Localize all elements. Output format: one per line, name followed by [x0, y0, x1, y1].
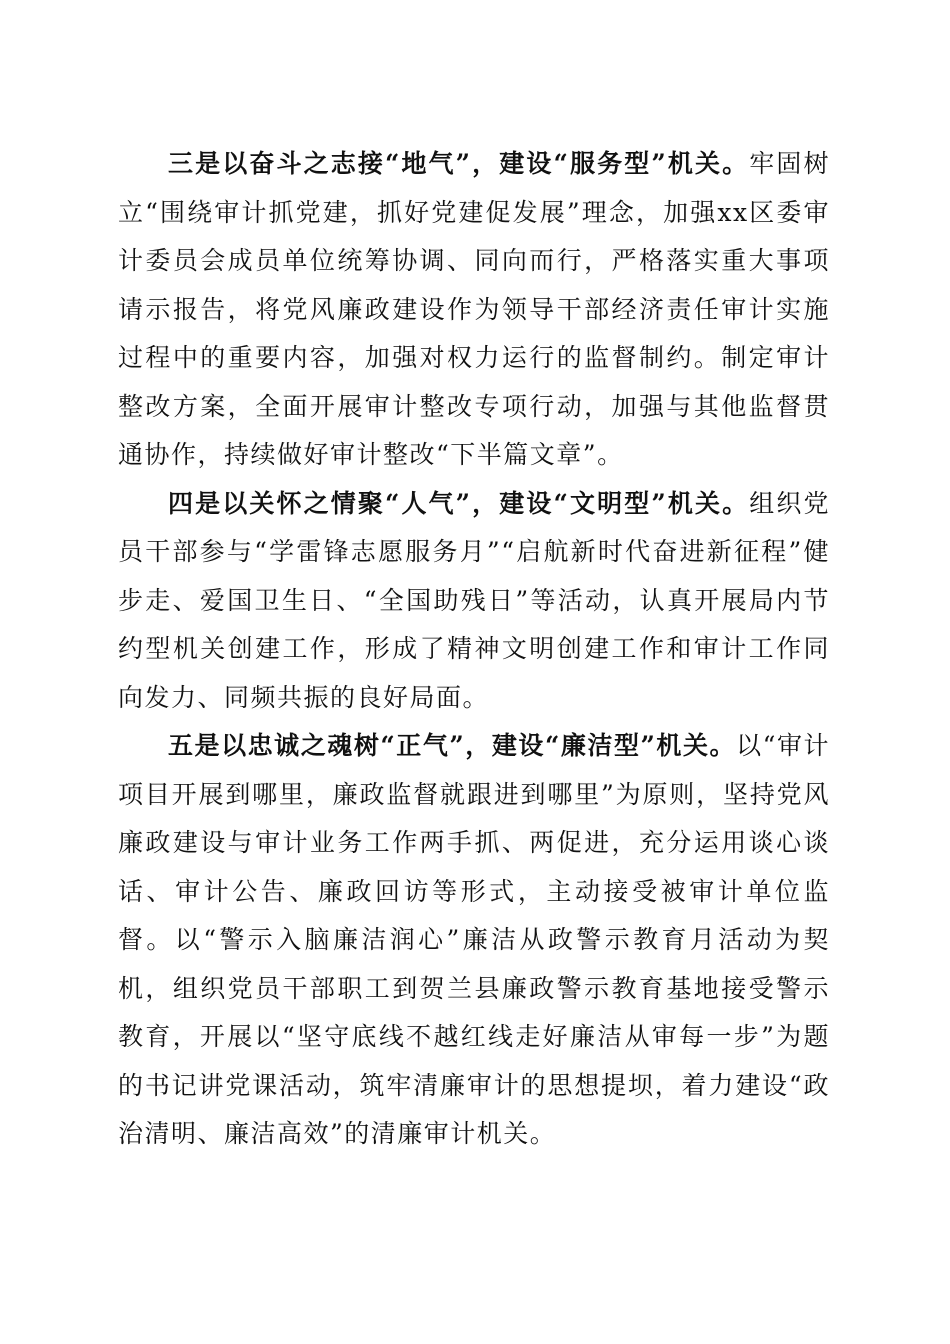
paragraph-text: 牢固树立“围绕审计抓党建，抓好党建促发展”理念，加强xx区委审计委员会成员单位统筹协调、同向而行，严格落实重大事项请示报告，将党风廉政建设作为领导干部经济责任审计实施过程中的重要内容，加强对权力运行的监督制约。制定审计整改方案，全面开展审计整改专项行动，加强与其他监督贯通协作，持续做好审计整改“下半篇文章”。: [118, 149, 830, 469]
paragraph-4: [118, 480, 830, 723]
paragraph-text: 组织党员干部参与“学雷锋志愿服务月”“启航新时代奋进新征程”健步走、爱国卫生日、“全国助残日”等活动，认真开展局内节约型机关创建工作，形成了精神文明创建工作和审计工作同向发力、同频共振的良好局面。: [118, 488, 830, 712]
paragraph-5: [118, 722, 830, 1159]
paragraph-lead: 三是以奋斗之志接“地气”，建设“服务型”机关。: [168, 149, 750, 178]
paragraph-3: [118, 140, 830, 480]
paragraph-lead: 五是以忠诚之魂树“正气”，建设“廉洁型”机关。: [168, 731, 737, 760]
document-body: [118, 140, 830, 1159]
paragraph-lead: 四是以关怀之情聚“人气”，建设“文明型”机关。: [168, 488, 750, 518]
paragraph-text: 以“审计项目开展到哪里，廉政监督就跟进到哪里”为原则，坚持党风廉政建设与审计业务工作两手抓、两促进，充分运用谈心谈话、审计公告、廉政回访等形式，主动接受被审计单位监督。以“警示入脑廉洁润心”廉洁从政警示教育月活动为契机，组织党员干部职工到贺兰县廉政警示教育基地接受警示教育，开展以“坚守底线不越红线走好廉洁从审每一步”为题的书记讲党课活动，筑牢清廉审计的思想提坝，着力建设“政治清明、廉洁高效”的清廉审计机关。: [118, 731, 830, 1148]
